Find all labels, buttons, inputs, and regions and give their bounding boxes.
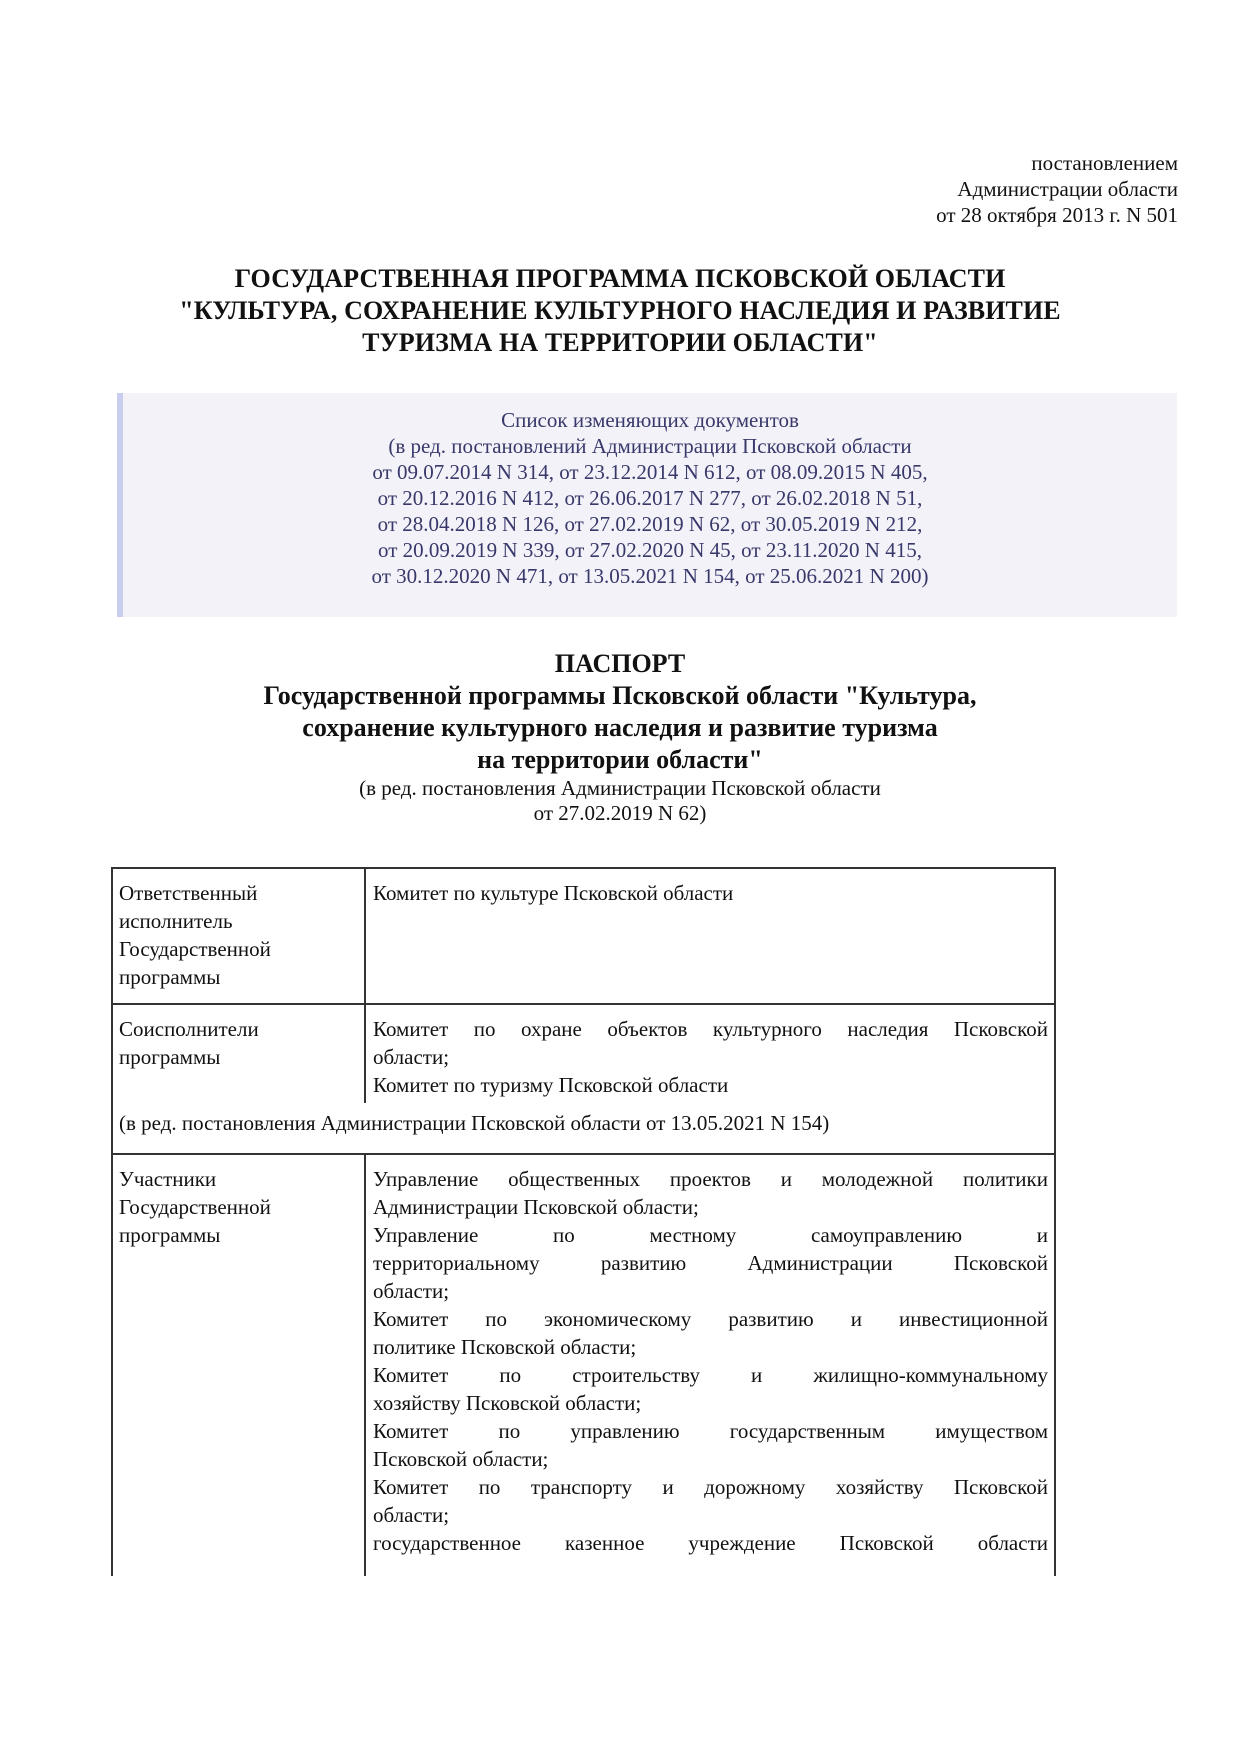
label-line: программы bbox=[119, 1223, 221, 1247]
amend-line: Список изменяющих документов bbox=[501, 408, 799, 432]
value-line: Управление общественных проектов и молодежной политики bbox=[373, 1167, 1048, 1191]
approval-line: Администрации области bbox=[957, 177, 1178, 201]
title-line: ТУРИЗМА НА ТЕРРИТОРИИ ОБЛАСТИ" bbox=[362, 328, 878, 357]
value-line: хозяйству Псковской области; bbox=[373, 1391, 642, 1415]
label-line: Ответственный bbox=[119, 881, 258, 905]
row-value bbox=[366, 869, 1054, 1003]
title-line: ГОСУДАРСТВЕННАЯ ПРОГРАММА ПСКОВСКОЙ ОБЛАСТИ bbox=[234, 264, 1006, 293]
label-line: Государственной bbox=[119, 937, 271, 961]
approval-reference bbox=[936, 150, 1178, 228]
value-line: Комитет по охране объектов культурного наследия Псковской bbox=[373, 1017, 1048, 1041]
value-line: территориальному развитию Администрации Псковской bbox=[373, 1251, 1048, 1275]
row-label bbox=[113, 1005, 366, 1103]
value-line: Комитет по экономическому развитию и инвестиционной bbox=[373, 1307, 1048, 1331]
passport-title-line: ПАСПОРТ bbox=[554, 649, 686, 678]
value-line: Администрации Псковской области; bbox=[373, 1195, 699, 1219]
amend-line: от 30.12.2020 N 471, от 13.05.2021 N 154, от 25.06.2021 N 200) bbox=[371, 564, 929, 588]
table-row bbox=[113, 1155, 1054, 1576]
value-line: области; bbox=[373, 1503, 450, 1527]
amend-line: от 20.12.2016 N 412, от 26.06.2017 N 277, от 26.02.2018 N 51, bbox=[377, 486, 923, 510]
passport-amend-line: (в ред. постановления Администрации Псковской области bbox=[359, 776, 881, 800]
approval-line: постановлением bbox=[1031, 151, 1178, 175]
table-row bbox=[113, 1005, 1054, 1103]
passport-title-line: на территории области" bbox=[477, 745, 763, 774]
value-line: Псковской области; bbox=[373, 1447, 549, 1471]
amend-line: (в ред. постановлений Администрации Псковской области bbox=[388, 434, 912, 458]
value-line: Комитет по управлению государственным имуществом bbox=[373, 1419, 1048, 1443]
passport-title-line: сохранение культурного наследия и развитие туризма bbox=[302, 713, 938, 742]
label-line: Государственной bbox=[119, 1195, 271, 1219]
title-line: "КУЛЬТУРА, СОХРАНЕНИЕ КУЛЬТУРНОГО НАСЛЕДИЯ И РАЗВИТИЕ bbox=[179, 296, 1061, 325]
table-row bbox=[113, 869, 1054, 1005]
amend-line: от 09.07.2014 N 314, от 23.12.2014 N 612, от 08.09.2015 N 405, bbox=[372, 460, 928, 484]
value-line: политике Псковской области; bbox=[373, 1335, 637, 1359]
label-line: программы bbox=[119, 965, 221, 989]
value-line: Комитет по строительству и жилищно-коммунальному bbox=[373, 1363, 1048, 1387]
row-label bbox=[113, 1155, 366, 1576]
row-value bbox=[366, 1155, 1054, 1576]
amending-documents-box bbox=[117, 393, 1177, 617]
row-value bbox=[366, 1005, 1054, 1103]
value-line: Комитет по туризму Псковской области bbox=[373, 1073, 729, 1097]
label-line: Соисполнители bbox=[119, 1017, 259, 1041]
label-line: Участники bbox=[119, 1167, 217, 1191]
value-line: области; bbox=[373, 1279, 450, 1303]
passport-heading bbox=[100, 648, 1140, 826]
document-title bbox=[100, 263, 1140, 359]
label-line: исполнитель bbox=[119, 909, 233, 933]
row-label bbox=[113, 869, 366, 1003]
passport-table bbox=[111, 867, 1056, 1576]
passport-title-line: Государственной программы Псковской области "Культура, bbox=[263, 681, 977, 710]
value-line: Комитет по транспорту и дорожному хозяйству Псковской bbox=[373, 1475, 1048, 1499]
value-line: области; bbox=[373, 1045, 450, 1069]
amendment-note: (в ред. постановления Администрации Псковской области от 13.05.2021 N 154) bbox=[119, 1111, 830, 1135]
value-line: Комитет по культуре Псковской области bbox=[373, 881, 734, 905]
passport-amend-line: от 27.02.2019 N 62) bbox=[533, 801, 707, 825]
amend-line: от 20.09.2019 N 339, от 27.02.2020 N 45, от 23.11.2020 N 415, bbox=[378, 538, 922, 562]
approval-line: от 28 октября 2013 г. N 501 bbox=[936, 203, 1178, 227]
value-line: государственное казенное учреждение Псковской области bbox=[373, 1531, 1048, 1555]
table-row-amendment bbox=[113, 1103, 1054, 1155]
value-line: Управление по местному самоуправлению и bbox=[373, 1223, 1048, 1247]
amend-line: от 28.04.2018 N 126, от 27.02.2019 N 62, от 30.05.2019 N 212, bbox=[377, 512, 923, 536]
label-line: программы bbox=[119, 1045, 221, 1069]
